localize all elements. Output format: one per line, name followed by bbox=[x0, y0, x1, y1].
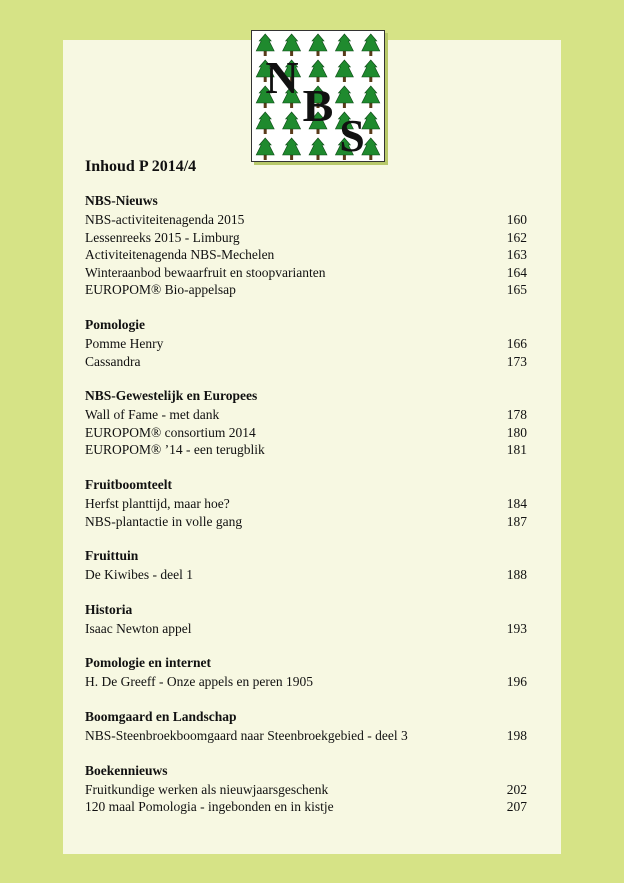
entry-page-number: 173 bbox=[506, 353, 527, 369]
tree-icon bbox=[309, 60, 327, 82]
entry-title: Activiteitenagenda NBS-Mechelen bbox=[85, 247, 275, 263]
toc-section bbox=[85, 762, 527, 816]
entry-title: Lessenreeks 2015 - Limburg bbox=[85, 229, 240, 245]
entry-page-number: 165 bbox=[506, 282, 527, 298]
tree-icon bbox=[335, 60, 353, 82]
entry-title: Winteraanbod bewaarfruit en stoopvarianten bbox=[85, 264, 326, 280]
logo-letter: S bbox=[339, 110, 365, 161]
entry-title: NBS-activiteitenagenda 2015 bbox=[85, 212, 245, 227]
entry-page-number: 180 bbox=[506, 424, 527, 440]
toc-entry[interactable] bbox=[85, 566, 527, 584]
section-title: Pomologie bbox=[85, 316, 145, 332]
tree-icon bbox=[309, 138, 327, 160]
toc-entry[interactable] bbox=[85, 513, 527, 531]
entry-page-number: 193 bbox=[506, 620, 527, 636]
entry-title: EUROPOM® ’14 - een terugblik bbox=[85, 442, 265, 458]
toc-entry[interactable] bbox=[85, 727, 527, 745]
toc-entry[interactable] bbox=[85, 798, 527, 816]
tree-icon bbox=[256, 138, 274, 160]
toc-entry[interactable] bbox=[85, 281, 527, 299]
tree-icon bbox=[335, 86, 353, 108]
tree-icon bbox=[256, 112, 274, 134]
tree-icon bbox=[362, 60, 380, 82]
toc-entry[interactable] bbox=[85, 673, 527, 691]
section-title: NBS-Nieuws bbox=[85, 193, 158, 208]
toc-section bbox=[85, 192, 527, 299]
section-title: Boomgaard en Landschap bbox=[85, 708, 237, 724]
entry-page-number: 188 bbox=[506, 567, 527, 583]
toc-title: Inhoud P 2014/4 bbox=[85, 158, 197, 175]
entry-page-number: 178 bbox=[506, 407, 527, 423]
section-title: Historia bbox=[85, 601, 133, 617]
section-title: Fruitboomteelt bbox=[85, 476, 172, 492]
toc-section bbox=[85, 708, 527, 745]
entry-page-number: 181 bbox=[506, 442, 527, 458]
toc-entry[interactable] bbox=[85, 406, 527, 424]
toc-section bbox=[85, 601, 527, 638]
entry-title: Isaac Newton appel bbox=[85, 620, 192, 636]
nbs-logo bbox=[251, 30, 385, 162]
tree-icon bbox=[362, 34, 380, 56]
toc-section bbox=[85, 316, 527, 370]
toc-entry[interactable] bbox=[85, 229, 527, 247]
logo-graphic bbox=[252, 31, 384, 161]
section-title: Boekennieuws bbox=[85, 762, 168, 778]
toc-entry[interactable] bbox=[85, 264, 527, 282]
toc-entry[interactable] bbox=[85, 620, 527, 638]
toc-entry[interactable] bbox=[85, 424, 527, 442]
toc-section bbox=[85, 547, 527, 584]
toc-entry[interactable] bbox=[85, 495, 527, 513]
entry-page-number: 196 bbox=[506, 674, 527, 690]
entry-page-number: 164 bbox=[506, 264, 527, 280]
logo-letter: N bbox=[265, 52, 299, 103]
entry-page-number: 187 bbox=[506, 513, 527, 529]
toc-section bbox=[85, 476, 527, 530]
toc-entry[interactable] bbox=[85, 353, 527, 371]
logo-letter: B bbox=[302, 80, 334, 131]
entry-title: Herfst planttijd, maar hoe? bbox=[85, 495, 230, 511]
entry-title: Fruitkundige werken als nieuwjaarsgeschenk bbox=[85, 781, 329, 797]
toc-entry[interactable] bbox=[85, 335, 527, 353]
tree-icon bbox=[283, 112, 301, 134]
entry-title: EUROPOM® Bio-appelsap bbox=[85, 282, 236, 298]
entry-title: Cassandra bbox=[85, 353, 141, 369]
entry-page-number: 163 bbox=[506, 247, 527, 263]
toc-entry[interactable] bbox=[85, 781, 527, 799]
tree-icon bbox=[362, 86, 380, 108]
table-of-contents bbox=[85, 192, 527, 833]
entry-title: Pomme Henry bbox=[85, 335, 164, 351]
entry-title: NBS-Steenbroekboomgaard naar Steenbroekgebied - deel 3 bbox=[85, 727, 408, 743]
toc-entry[interactable] bbox=[85, 211, 527, 229]
entry-page-number: 198 bbox=[506, 727, 527, 743]
toc-section bbox=[85, 654, 527, 691]
toc-entry[interactable] bbox=[85, 441, 527, 459]
entry-title: NBS-plantactie in volle gang bbox=[85, 513, 243, 529]
tree-icon bbox=[335, 34, 353, 56]
entry-title: Wall of Fame - met dank bbox=[85, 407, 220, 423]
entry-title: EUROPOM® consortium 2014 bbox=[85, 424, 256, 440]
tree-icon bbox=[309, 34, 327, 56]
entry-page-number: 166 bbox=[506, 335, 527, 351]
entry-title: De Kiwibes - deel 1 bbox=[85, 567, 193, 583]
toc-entry[interactable] bbox=[85, 246, 527, 264]
section-title: Pomologie en internet bbox=[85, 655, 211, 671]
section-title: NBS-Gewestelijk en Europees bbox=[85, 388, 258, 404]
section-title: Fruittuin bbox=[85, 548, 139, 564]
entry-title: 120 maal Pomologia - ingebonden en in kistje bbox=[85, 799, 334, 815]
entry-page-number: 160 bbox=[506, 212, 527, 227]
entry-page-number: 184 bbox=[506, 495, 527, 511]
entry-page-number: 162 bbox=[506, 229, 527, 245]
entry-page-number: 202 bbox=[506, 781, 527, 797]
entry-page-number: 207 bbox=[506, 799, 527, 815]
entry-title: H. De Greeff - Onze appels en peren 1905 bbox=[85, 674, 314, 690]
tree-icon bbox=[283, 138, 301, 160]
toc-section bbox=[85, 387, 527, 459]
